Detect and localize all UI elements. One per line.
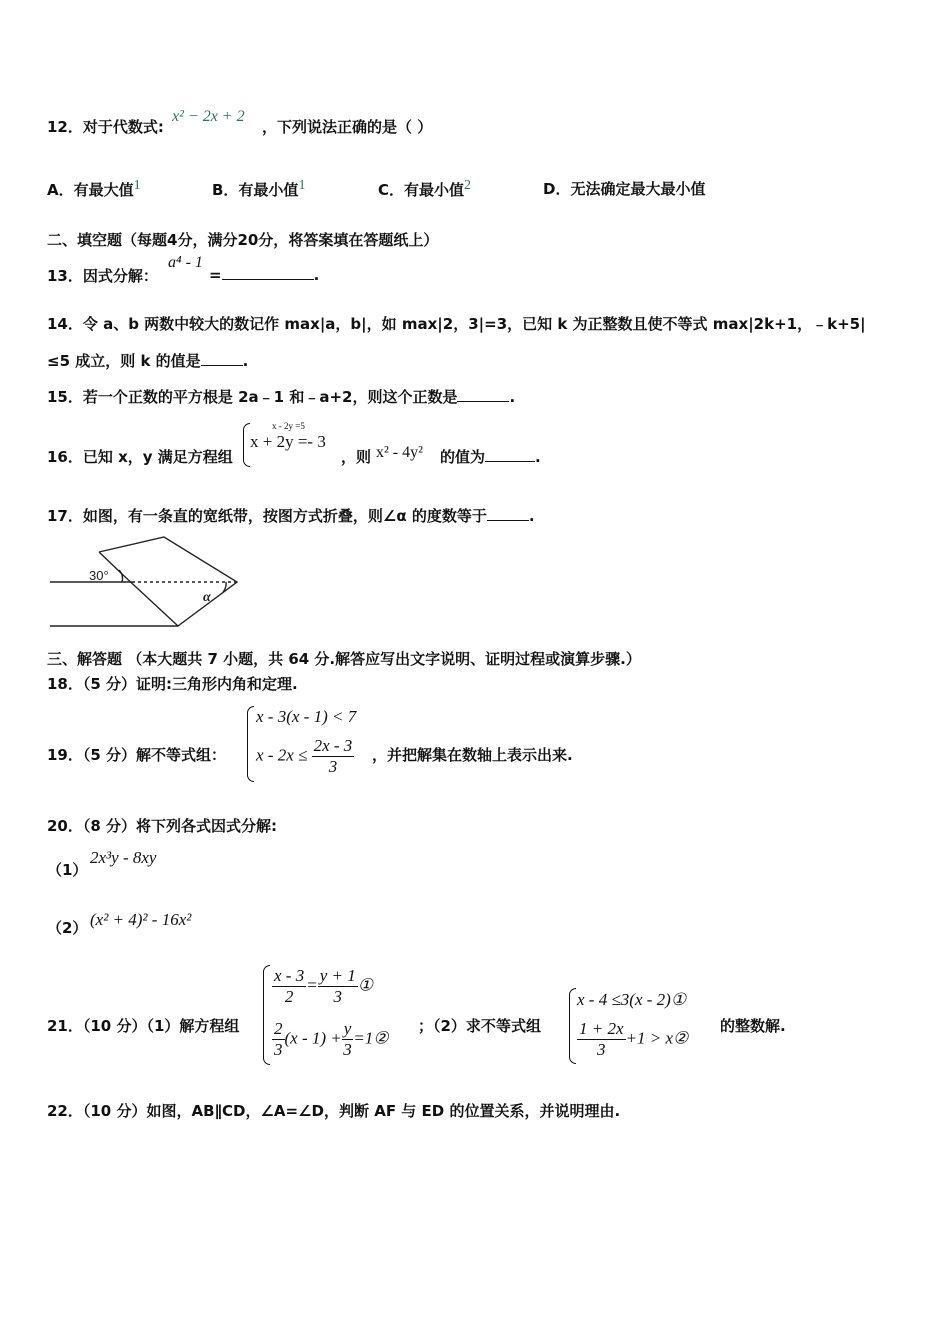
q22: 22．（10 分）如图，AB∥CD，∠A=∠D，判断 AF 与 ED 的位置关系，并说明理由. (47, 1102, 621, 1120)
section-3-heading: 三、解答题 （本大题共 7 小题，共 64 分.解答应写出文字说明、证明过程或演算步骤.） (47, 650, 641, 668)
q12-option-b[interactable]: B．有最小值$^1$ (212, 178, 306, 199)
angle-alpha-label: α (203, 590, 211, 605)
q21-prefix: 21．（10 分）（1）解方程组 (47, 1017, 240, 1035)
q21-suffix: 的整数解. (720, 1017, 786, 1035)
q16-prefix: 16．已知 x，y 满足方程组 (47, 448, 233, 466)
q21-separator: ；（2）求不等式组 (418, 1017, 541, 1035)
q16-blank[interactable] (485, 447, 535, 462)
q12-expression: x² − 2x + 2 (172, 108, 245, 125)
q13-prefix: 13．因式分解： (47, 267, 158, 285)
q14-line2: ≤5 成立，则 k 的值是 . (47, 352, 249, 370)
q13-blank[interactable] (222, 265, 314, 280)
q19-ineq2: x - 2x ≤ $\frac{2x - 3}{3}$ (256, 736, 353, 776)
q14-line1: 14．令 a、b 两数中较大的数记作 max|a，b|，如 max|2，3|=3，已知 k 为正整数且使不等式 max|2k+1，﹣k+5| (47, 315, 866, 333)
q21-system-brace (263, 965, 270, 1065)
q19-fraction: $\frac{2x - 3}{3}$ (313, 736, 353, 776)
q19-prefix: 19．（5 分）解不等式组： (47, 746, 227, 764)
q19-suffix: ，并把解集在数轴上表示出来. (372, 746, 573, 764)
q16-expression: x² - 4y² (376, 444, 423, 461)
q16-brace (243, 423, 250, 467)
q17-folded-strip-figure (40, 530, 250, 635)
q15: 15．若一个正数的平方根是 2a﹣1 和﹣a+2，则这个正数是 . (47, 388, 516, 406)
q16-mid: ，则 (341, 448, 372, 466)
q18: 18．（5 分）证明:三角形内角和定理. (47, 675, 298, 693)
q20-title: 20．（8 分）将下列各式因式分解: (47, 817, 278, 835)
q16-suffix: 的值为 . (440, 448, 541, 466)
q12-option-d[interactable]: D．无法确定最大最小值 (543, 180, 706, 198)
q20-part1-label: （1） (47, 861, 88, 879)
q17-blank[interactable] (487, 506, 529, 521)
q13-expression: a⁴ - 1 (168, 254, 203, 271)
q13-answer: = . (209, 266, 320, 284)
q16-eq-top: x - 2y =5 (272, 421, 305, 431)
q17: 17．如图，有一条直的宽纸带，按图方式折叠，则∠α 的度数等于 . (47, 507, 535, 525)
q21-eq1: $\frac{x - 3}{2}$ = $\frac{y + 1}{3}$ ① (274, 966, 373, 1006)
q14-blank[interactable] (201, 351, 243, 366)
q19-brace (247, 706, 254, 782)
q12-suffix: ，下列说法正确的是（ ） (262, 118, 433, 136)
q20-part2-expr: (x² + 4)² - 16x² (90, 910, 192, 929)
q21-eq2: $\frac{2}{3}$ (x - 1) + $\frac{y}{3}$ =1② (274, 1019, 389, 1059)
q20-part1-expr: 2x³y - 8xy (90, 848, 157, 867)
q12-option-a[interactable]: A．有最大值$^1$ (47, 178, 141, 199)
q15-blank[interactable] (457, 387, 509, 402)
q12-prefix: 12．对于代数式: (47, 118, 164, 136)
q12-stem (47, 116, 164, 137)
q20-part2-label: （2） (47, 919, 88, 937)
q21-ineq1: x - 4 ≤3(x - 2)① (577, 990, 687, 1009)
section-2-heading: 二、填空题（每题4分，满分20分，将答案填在答题纸上） (47, 231, 439, 249)
q19-ineq1: x - 3(x - 1) < 7 (256, 707, 357, 726)
q12-option-c[interactable]: C．有最小值$^2$ (378, 178, 472, 199)
q16-eq-bottom: x + 2y =- 3 (250, 432, 326, 451)
q21-ineq-brace (569, 988, 576, 1064)
angle-30-label: 30° (89, 568, 109, 583)
q21-ineq2: $\frac{1 + 2x}{3}$ +1 > x② (579, 1019, 689, 1059)
